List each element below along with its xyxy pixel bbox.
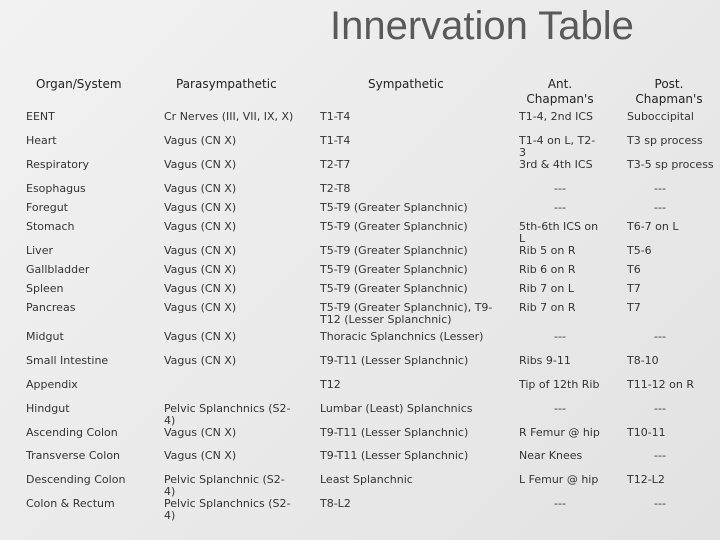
header-organ: Organ/System [36,77,122,91]
cell-organ: Ascending Colon [26,426,118,439]
cell-organ: Transverse Colon [26,449,121,462]
cell-para: Vagus (CN X) [164,134,237,147]
cell-para: Cr Nerves (III, VII, IX, X) [164,110,294,123]
header-post-chapmans: Post. Chapman's [635,77,703,106]
cell-organ: Stomach [26,220,75,233]
cell-post: Suboccipital [627,110,694,123]
cell-symp: T9-T11 (Lesser Splanchnic) [320,449,469,462]
cell-para: Vagus (CN X) [164,449,237,462]
cell-ant: Rib 7 on L [519,282,574,295]
cell-para: Vagus (CN X) [164,330,237,343]
cell-ant: T1-4, 2nd ICS [519,110,594,123]
cell-ant: Ribs 9-11 [519,354,571,367]
cell-post: T7 [627,301,641,314]
cell-ant: Tip of 12th Rib [519,378,600,391]
cell-symp: T5-T9 (Greater Splanchnic) [320,263,468,276]
cell-post: T5-6 [627,244,652,257]
cell-post: T6 [627,263,641,276]
cell-symp: T9-T11 (Lesser Splanchnic) [320,426,469,439]
cell-organ: Descending Colon [26,473,126,486]
cell-post: T6-7 on L [627,220,679,233]
cell-organ: Heart [26,134,57,147]
cell-post: T7 [627,282,641,295]
cell-para: Pelvic Splanchnic (S2-4) [164,473,285,498]
cell-ant: L Femur @ hip [519,473,599,486]
cell-post: --- [654,330,666,343]
cell-ant: Rib 6 on R [519,263,576,276]
cell-ant: Rib 7 on R [519,301,576,314]
cell-ant: --- [554,402,566,415]
cell-ant: 5th-6th ICS on L [519,220,599,245]
cell-para: Vagus (CN X) [164,182,237,195]
cell-organ: Pancreas [26,301,76,314]
cell-ant: Near Knees [519,449,583,462]
cell-ant: Rib 5 on R [519,244,576,257]
cell-ant: --- [554,330,566,343]
cell-para: Vagus (CN X) [164,301,237,314]
cell-para: Vagus (CN X) [164,201,237,214]
cell-post: T10-11 [627,426,666,439]
cell-ant: --- [554,497,566,510]
header-ant-chapmans: Ant. Chapman's [526,77,594,106]
cell-organ: Esophagus [26,182,86,195]
cell-symp: T8-L2 [320,497,351,510]
cell-organ: EENT [26,110,55,123]
page-title: Innervation Table [330,4,634,48]
cell-symp: T1-T4 [320,134,351,147]
cell-ant: 3rd & 4th ICS [519,158,593,171]
cell-organ: Respiratory [26,158,90,171]
cell-post: --- [654,402,666,415]
cell-organ: Gallbladder [26,263,90,276]
cell-symp: T1-T4 [320,110,351,123]
cell-post: T8-10 [627,354,659,367]
cell-organ: Midgut [26,330,64,343]
cell-para: Vagus (CN X) [164,282,237,295]
cell-symp: T2-T7 [320,158,351,171]
cell-post: T11-12 on R [627,378,695,391]
cell-organ: Small Intestine [26,354,109,367]
cell-post: T12-L2 [627,473,665,486]
header-parasympathetic: Parasympathetic [176,77,277,91]
cell-para: Vagus (CN X) [164,220,237,233]
cell-symp: T5-T9 (Greater Splanchnic) [320,244,468,257]
cell-organ: Colon & Rectum [26,497,115,510]
cell-para: Vagus (CN X) [164,263,237,276]
cell-para: Pelvic Splanchnics (S2-4) [164,497,291,522]
cell-para: Vagus (CN X) [164,354,237,367]
cell-post: --- [654,182,666,195]
cell-organ: Liver [26,244,53,257]
cell-ant: R Femur @ hip [519,426,600,439]
cell-ant: T1-4 on L, T2-3 [519,134,596,159]
cell-post: T3 sp process [627,134,703,147]
cell-para: Vagus (CN X) [164,158,237,171]
cell-symp: Lumbar (Least) Splanchnics [320,402,473,415]
cell-symp: Least Splanchnic [320,473,413,486]
cell-post: --- [654,497,666,510]
cell-post: --- [654,449,666,462]
cell-symp: T9-T11 (Lesser Splanchnic) [320,354,469,367]
cell-symp: T5-T9 (Greater Splanchnic), T9-T12 (Lesser Splanchnic) [320,301,493,326]
cell-organ: Hindgut [26,402,70,415]
cell-para: Vagus (CN X) [164,426,237,439]
cell-symp: T12 [320,378,341,391]
cell-ant: --- [554,182,566,195]
header-sympathetic: Sympathetic [368,77,444,91]
cell-symp: T5-T9 (Greater Splanchnic) [320,282,468,295]
cell-post: T3-5 sp process [627,158,714,171]
cell-para: Vagus (CN X) [164,244,237,257]
cell-symp: T5-T9 (Greater Splanchnic) [320,201,468,214]
cell-symp: Thoracic Splanchnics (Lesser) [320,330,484,343]
cell-post: --- [654,201,666,214]
cell-symp: T2-T8 [320,182,351,195]
cell-ant: --- [554,201,566,214]
cell-organ: Appendix [26,378,78,391]
cell-organ: Foregut [26,201,68,214]
cell-symp: T5-T9 (Greater Splanchnic) [320,220,468,233]
cell-para: Pelvic Splanchnics (S2-4) [164,402,291,427]
cell-organ: Spleen [26,282,64,295]
